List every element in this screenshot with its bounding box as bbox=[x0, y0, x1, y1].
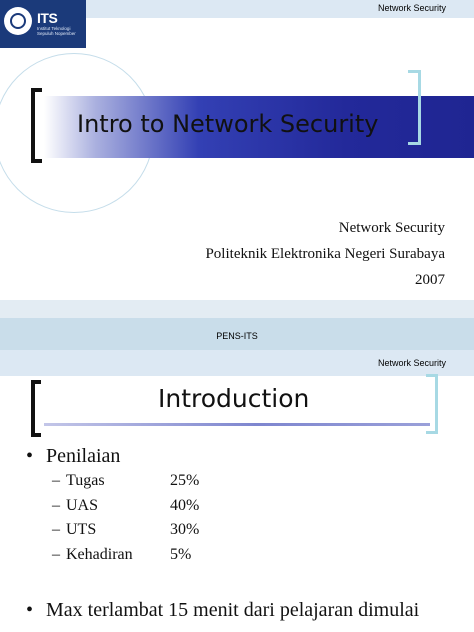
slide-title: Introduction bbox=[158, 384, 310, 413]
dash-icon: – bbox=[52, 472, 60, 489]
list-item bbox=[52, 472, 252, 492]
title-underline bbox=[44, 423, 430, 426]
left-bracket bbox=[31, 88, 42, 163]
footer-band bbox=[0, 300, 474, 318]
item-label: Kehadiran bbox=[66, 546, 133, 563]
item-value: 30% bbox=[170, 521, 200, 538]
logo-subtitle: Institut Teknologi Sepuluh Nopember bbox=[37, 26, 76, 36]
subtitle-year: 2007 bbox=[415, 272, 445, 288]
bullet-icon: • bbox=[26, 445, 34, 467]
dash-icon: – bbox=[52, 521, 60, 538]
bullet-icon: • bbox=[26, 599, 34, 621]
its-logo bbox=[0, 0, 86, 48]
right-bracket bbox=[408, 70, 421, 145]
header-title: Network Security bbox=[377, 3, 446, 13]
subtitle-institution: Politeknik Elektronika Negeri Surabaya bbox=[205, 246, 445, 262]
header-title: Network Security bbox=[377, 358, 446, 368]
left-bracket bbox=[31, 380, 41, 437]
bullet-text: Penilaian bbox=[46, 445, 121, 467]
logo-emblem-icon bbox=[4, 7, 32, 35]
subtitle-course: Network Security bbox=[338, 220, 445, 236]
slide-title: Intro to Network Security bbox=[77, 110, 379, 138]
bullet-text: Max terlambat 15 menit dari pelajaran dimulai bbox=[46, 599, 420, 621]
list-item bbox=[52, 497, 252, 517]
list-item bbox=[52, 546, 252, 566]
footer-label: PENS-ITS bbox=[216, 331, 258, 341]
item-label: Tugas bbox=[66, 472, 105, 489]
introduction-slide bbox=[0, 318, 474, 632]
list-item bbox=[52, 521, 252, 541]
dash-icon: – bbox=[52, 497, 60, 514]
dash-icon: – bbox=[52, 546, 60, 563]
logo-text: ITS bbox=[37, 10, 58, 26]
item-value: 5% bbox=[170, 546, 192, 563]
item-value: 25% bbox=[170, 472, 200, 489]
item-label: UTS bbox=[66, 521, 97, 538]
item-label: UAS bbox=[66, 497, 99, 514]
item-value: 40% bbox=[170, 497, 200, 514]
